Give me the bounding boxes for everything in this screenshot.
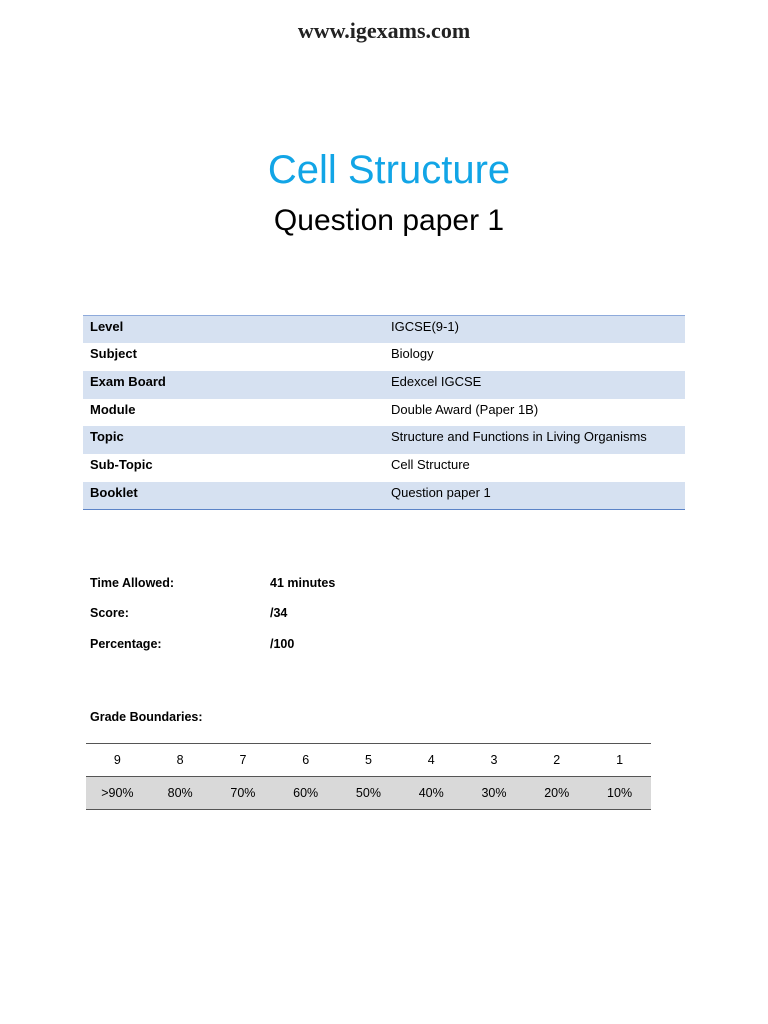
info-value: Structure and Functions in Living Organisms	[384, 426, 685, 454]
grade-cell: 7	[212, 744, 275, 777]
info-row-topic	[83, 426, 685, 454]
info-value: Question paper 1	[384, 482, 685, 510]
info-key: Exam Board	[83, 371, 384, 399]
percent-cell: 50%	[337, 777, 400, 810]
site-header: www.igexams.com	[297, 18, 471, 43]
info-value: Edexcel IGCSE	[384, 371, 685, 399]
info-key: Module	[90, 401, 136, 417]
percent-row	[86, 777, 651, 810]
grade-cell: 5	[337, 744, 400, 777]
time-allowed-label: Time Allowed:	[90, 576, 175, 590]
grade-boundaries-label: Grade Boundaries:	[90, 710, 203, 724]
score-label: Score:	[90, 606, 129, 620]
percent-cell: 60%	[274, 777, 337, 810]
info-key: Topic	[83, 426, 384, 454]
info-row-module	[83, 399, 685, 427]
grade-cell: 1	[588, 744, 651, 777]
document-title: Cell Structure	[267, 148, 511, 192]
info-key: Booklet	[83, 482, 384, 510]
info-key: Subject	[90, 346, 137, 362]
percent-cell: 20%	[525, 777, 588, 810]
info-row-booklet	[83, 482, 685, 510]
info-row-subject	[83, 343, 685, 371]
info-key: Level	[83, 316, 384, 344]
grade-cell: 2	[525, 744, 588, 777]
percentage-value: /100	[270, 637, 295, 651]
percent-cell: 40%	[400, 777, 463, 810]
percent-cell: 80%	[149, 777, 212, 810]
info-value: Cell Structure	[391, 456, 470, 472]
info-value: Biology	[391, 346, 434, 362]
grade-cell: 8	[149, 744, 212, 777]
score-value: /34	[270, 606, 288, 620]
percent-cell: 70%	[212, 777, 275, 810]
info-row-exam-board	[83, 371, 685, 399]
percent-cell: >90%	[86, 777, 149, 810]
info-table	[83, 315, 685, 510]
percentage-label: Percentage:	[90, 637, 162, 651]
percent-cell: 30%	[463, 777, 526, 810]
document-subtitle: Question paper 1	[273, 204, 505, 237]
grade-row	[86, 744, 651, 777]
percent-cell: 10%	[588, 777, 651, 810]
grade-cell: 3	[463, 744, 526, 777]
info-value: IGCSE(9-1)	[384, 316, 685, 344]
time-allowed-value: 41 minutes	[270, 576, 336, 590]
info-row-level	[83, 316, 685, 344]
info-row-sub-topic	[83, 454, 685, 482]
info-key: Sub-Topic	[90, 456, 153, 472]
grade-cell: 6	[274, 744, 337, 777]
info-value: Double Award (Paper 1B)	[391, 401, 539, 417]
grade-cell: 4	[400, 744, 463, 777]
grade-cell: 9	[86, 744, 149, 777]
grade-boundaries-table	[86, 743, 651, 810]
